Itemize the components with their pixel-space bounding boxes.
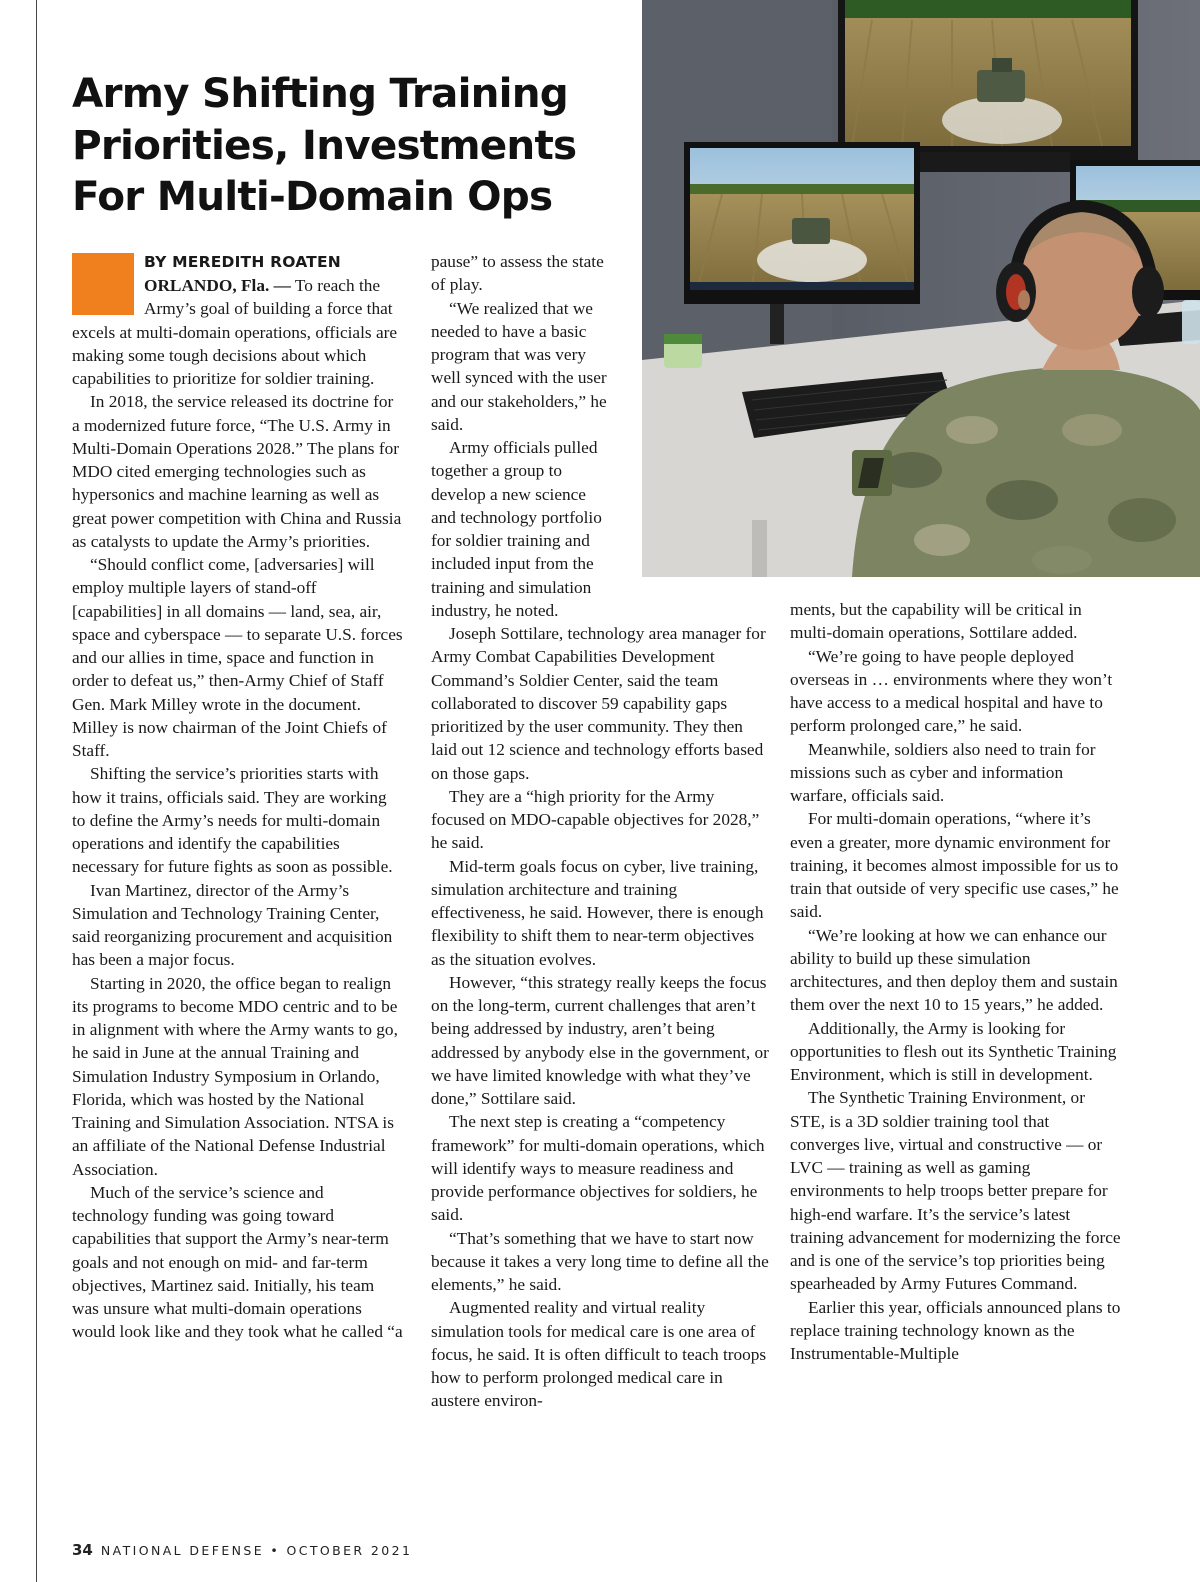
page-footer — [72, 1541, 412, 1559]
paragraph: In 2018, the service released its doctrine for a modernized future force, “The U.S. Army in Multi-Domain Operations 2028.” The plans for MDO cited emerging technologies such as hypersonics and machine learning as well as great power competition with China and Russia as catalysts to update the Army’s priorities. — [72, 392, 402, 551]
paragraph: Additionally, the Army is looking for opportunities to flesh out its Synthetic Training Environment, which is still in development. — [790, 1018, 1117, 1084]
article-column-2 — [431, 250, 771, 1413]
paragraph: “We realized that we needed to have a basic program that was very well synced with the user and our stakeholders,” he said. — [431, 298, 607, 434]
paragraph: However, “this strategy really keeps the focus on the long-term, current challenges that aren’t being addressed by industry, aren’t being addressed by anybody else in the government, or we have limited knowledge with what they’ve done,” Sottilare said. — [431, 972, 769, 1108]
article-headline: Army Shifting Training Priorities, Investments For Multi-Domain Ops — [72, 69, 577, 220]
article-dateline: ORLANDO, Fla. — — [144, 276, 291, 295]
paragraph: Augmented reality and virtual reality simulation tools for medical care is one area of focus, he said. It is often difficult to teach troops how to perform prolonged medical care in austere environ- — [431, 1298, 767, 1411]
paragraph: Meanwhile, soldiers also need to train for missions such as cyber and information warfare, officials said. — [790, 739, 1096, 805]
paragraph: Joseph Sottilare, technology area manager for Army Combat Capabilities Development Command’s Soldier Center, said the team collaborated to discover 59 capability gaps prioritized by the user community. They then laid out 12 science and technology efforts based on those gaps. — [431, 624, 766, 783]
paragraph: “We’re looking at how we can enhance our ability to build up these simulation architectures, and then deploy them and sustain them over the next 10 to 15 years,” he added. — [790, 925, 1118, 1015]
paragraph: Shifting the service’s priorities starts with how it trains, officials said. They are working to define the Army’s needs for multi-domain operations and identify the capabilities necessary for future fights as soon as possible. — [72, 764, 393, 877]
paragraph: Much of the service’s science and technology funding was going toward capabilities that support the Army’s near-term goals and not enough on mid- and far-term objectives, Martinez said. Initially, his team was unsure what multi-domain operations would look like and they took what he called “a — [72, 1182, 403, 1342]
paragraph: pause” to assess the state of play. — [431, 252, 604, 295]
page-margin-rule — [36, 0, 37, 1582]
article-byline: BY MEREDITH ROATEN — [144, 253, 341, 271]
paragraph: The next step is creating a “competency framework” for multi-domain operations, which will identify ways to measure readiness and provide performance objectives for soldiers, he said. — [431, 1112, 765, 1225]
page-number: 34 — [72, 1541, 93, 1559]
paragraph: Ivan Martinez, director of the Army’s Simulation and Technology Training Center, said reorganizing procurement and acquisition has been a major focus. — [72, 880, 393, 970]
paragraph: They are a “high priority for the Army focused on MDO-capable objectives for 2028,” he said. — [431, 786, 760, 853]
paragraph: Mid-term goals focus on cyber, live training, simulation architecture and training effectiveness, he said. However, there is enough flexibility to shift them to near-term objectives as the situation evolves. — [431, 856, 764, 969]
byline-accent-block — [72, 253, 134, 315]
paragraph: For multi-domain operations, “where it’s even a greater, more dynamic environment for training, it becomes almost impossible for us to train that outside of very specific use cases,” he said. — [790, 809, 1119, 922]
publication-line: NATIONAL DEFENSE • OCTOBER 2021 — [100, 1543, 413, 1558]
paragraph: “We’re going to have people deployed overseas in … environments where they won’t have access to a medical hospital and have to perform prolonged care,” he said. — [790, 646, 1113, 736]
article-column-1 — [72, 250, 404, 1344]
paragraph: “That’s something that we have to start now because it takes a very long time to define all the elements,” he said. — [431, 1228, 769, 1294]
paragraph: “Should conflict come, [adversaries] will employ multiple layers of stand-off [capabilities] in all domains — land, sea, air, space and cyberspace — to separate U.S. forces and our allies in time, space and function in order to defeat us,” then-Army Chief of Staff Gen. Mark Milley wrote in the document. Milley is now chairman of the Joint Chiefs of Staff. — [72, 555, 403, 760]
paragraph: Starting in 2020, the office began to realign its programs to become MDO centric and to be in alignment with where the Army wants to go, he said in June at the annual Training and Simulation Industry Symposium in Orlando, Florida, which was hosted by the National Training and Simulation Association. NTSA is an affiliate of the National Defense Industrial Association. — [72, 973, 398, 1179]
paragraph: ments, but the capability will be critical in multi-domain operations, Sottilare added. — [790, 600, 1082, 643]
paragraph: To reach the Army’s goal of building a force that excels at multi-domain operations, officials are making some tough decisions about which capabilities to prioritize for soldier training. — [72, 276, 398, 388]
paragraph: Army officials pulled together a group to develop a new science and technology portfolio for soldier training and included input from the training and simulation industry, he noted. — [431, 438, 602, 620]
paragraph: Earlier this year, officials announced plans to replace training technology known as the Instrumentable-Multiple — [790, 1297, 1121, 1363]
article-column-3 — [790, 598, 1122, 1365]
paragraph: The Synthetic Training Environment, or STE, is a 3D soldier training tool that converges live, virtual and constructive — or LVC — training as well as gaming environments to help troops better prepare for high-end warfare. It’s the service’s latest training advancement for modernizing the force and is one of the service’s top priorities being spearheaded by Army Futures Command. — [790, 1088, 1121, 1294]
